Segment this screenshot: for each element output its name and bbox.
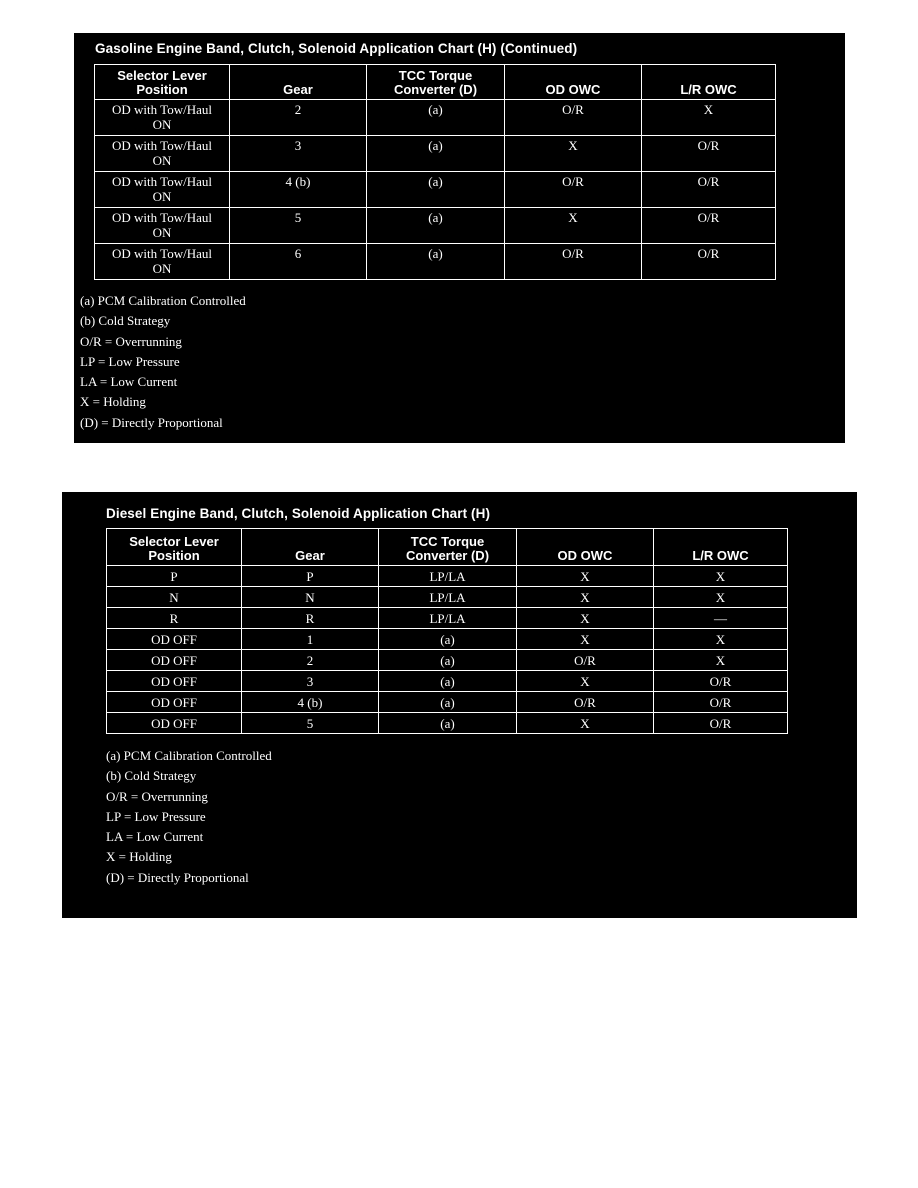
cell-gear: 3 — [230, 136, 367, 172]
table-row — [107, 692, 788, 713]
table-row — [95, 136, 776, 172]
cell-line: ON — [152, 261, 172, 276]
header-selector-lever-position — [95, 65, 230, 100]
cell-gear: 2 — [242, 650, 379, 671]
gasoline-application-table — [94, 64, 776, 280]
header-gear: Gear — [230, 65, 367, 100]
cell-gear: 3 — [242, 671, 379, 692]
cell-line: OD with Tow/Haul — [112, 210, 212, 225]
header-line: Selector Lever — [117, 68, 207, 83]
table-row — [107, 587, 788, 608]
cell-od-owc: X — [517, 713, 654, 734]
cell-tcc: LP/LA — [379, 587, 517, 608]
gasoline-legend-notes — [80, 291, 246, 433]
diesel-chart-title: Diesel Engine Band, Clutch, Solenoid Application Chart (H) — [106, 506, 491, 521]
cell-od-owc: O/R — [505, 172, 642, 208]
cell-od-owc: O/R — [517, 650, 654, 671]
cell-lr-owc: X — [654, 566, 788, 587]
cell-selector: N — [107, 587, 242, 608]
table-header-row — [107, 529, 788, 566]
cell-selector: P — [107, 566, 242, 587]
cell-line: ON — [152, 153, 172, 168]
legend-note: (D) = Directly Proportional — [80, 414, 223, 430]
legend-note: O/R = Overrunning — [80, 333, 182, 349]
cell-gear: R — [242, 608, 379, 629]
diesel-application-table — [106, 528, 788, 734]
legend-note: (a) PCM Calibration Controlled — [80, 293, 246, 308]
cell-lr-owc: O/R — [654, 692, 788, 713]
cell-od-owc: X — [517, 608, 654, 629]
cell-tcc: (a) — [379, 650, 517, 671]
cell-tcc: (a) — [379, 629, 517, 650]
cell-gear: 5 — [242, 713, 379, 734]
gasoline-chart-panel — [74, 33, 845, 443]
cell-od-owc: O/R — [505, 244, 642, 280]
header-line: Selector Lever — [129, 534, 219, 549]
cell-gear: P — [242, 566, 379, 587]
table-row — [107, 671, 788, 692]
cell-lr-owc: O/R — [642, 244, 776, 280]
cell-lr-owc: O/R — [654, 713, 788, 734]
cell-lr-owc: X — [654, 629, 788, 650]
cell-gear: 4 (b) — [242, 692, 379, 713]
cell-lr-owc: O/R — [654, 671, 788, 692]
cell-lr-owc: X — [654, 587, 788, 608]
table-row — [107, 650, 788, 671]
cell-line: ON — [152, 189, 172, 204]
cell-od-owc: X — [517, 587, 654, 608]
cell-selector — [95, 208, 230, 244]
table-row — [95, 100, 776, 136]
diesel-chart-panel — [62, 492, 857, 918]
table-row — [107, 608, 788, 629]
cell-lr-owc: O/R — [642, 208, 776, 244]
cell-selector — [95, 244, 230, 280]
cell-selector: OD OFF — [107, 692, 242, 713]
cell-selector: R — [107, 608, 242, 629]
cell-gear: 1 — [242, 629, 379, 650]
cell-line: ON — [152, 117, 172, 132]
header-lr-owc: L/R OWC — [654, 529, 788, 566]
cell-tcc: (a) — [367, 136, 505, 172]
cell-tcc: (a) — [367, 244, 505, 280]
cell-line: ON — [152, 225, 172, 240]
legend-note: (D) = Directly Proportional — [106, 869, 249, 885]
cell-lr-owc: O/R — [642, 172, 776, 208]
cell-line: OD with Tow/Haul — [112, 102, 212, 117]
cell-gear: 6 — [230, 244, 367, 280]
legend-note: LA = Low Current — [106, 829, 204, 845]
cell-lr-owc: X — [654, 650, 788, 671]
cell-tcc: (a) — [379, 671, 517, 692]
cell-gear: 4 (b) — [230, 172, 367, 208]
table-header-row — [95, 65, 776, 100]
header-line: Position — [136, 82, 188, 97]
header-od-owc: OD OWC — [505, 65, 642, 100]
cell-lr-owc: O/R — [642, 136, 776, 172]
cell-od-owc: X — [517, 566, 654, 587]
cell-line: OD with Tow/Haul — [112, 138, 212, 153]
legend-note: (b) Cold Strategy — [106, 768, 197, 784]
legend-note: X = Holding — [106, 849, 172, 865]
cell-line: OD with Tow/Haul — [112, 174, 212, 189]
cell-od-owc: X — [505, 208, 642, 244]
cell-od-owc: X — [505, 136, 642, 172]
table-row — [107, 566, 788, 587]
header-od-owc: OD OWC — [517, 529, 654, 566]
gasoline-chart-title: Gasoline Engine Band, Clutch, Solenoid Application Chart (H) (Continued) — [95, 41, 578, 56]
cell-lr-owc: X — [642, 100, 776, 136]
cell-tcc: (a) — [379, 713, 517, 734]
legend-note: (a) PCM Calibration Controlled — [106, 748, 272, 763]
legend-note: O/R = Overrunning — [106, 788, 208, 804]
header-tcc-torque-converter — [367, 65, 505, 100]
header-tcc-torque-converter — [379, 529, 517, 566]
cell-tcc: LP/LA — [379, 566, 517, 587]
cell-gear: N — [242, 587, 379, 608]
header-lr-owc: L/R OWC — [642, 65, 776, 100]
cell-od-owc: X — [517, 671, 654, 692]
cell-od-owc: O/R — [505, 100, 642, 136]
cell-tcc: (a) — [367, 172, 505, 208]
header-line: Position — [148, 548, 200, 563]
diesel-legend-notes — [106, 746, 272, 888]
cell-selector: OD OFF — [107, 629, 242, 650]
cell-selector — [95, 172, 230, 208]
cell-gear: 5 — [230, 208, 367, 244]
table-row — [95, 244, 776, 280]
legend-note: (b) Cold Strategy — [80, 313, 171, 329]
legend-note: X = Holding — [80, 394, 146, 410]
table-row — [107, 713, 788, 734]
cell-selector: OD OFF — [107, 713, 242, 734]
cell-lr-owc: — — [654, 608, 788, 629]
cell-gear: 2 — [230, 100, 367, 136]
cell-selector — [95, 100, 230, 136]
header-line: TCC Torque — [398, 68, 473, 83]
table-row — [95, 208, 776, 244]
cell-tcc: (a) — [379, 692, 517, 713]
cell-tcc: (a) — [367, 100, 505, 136]
header-line: Converter (D) — [405, 548, 490, 563]
cell-tcc: LP/LA — [379, 608, 517, 629]
legend-note: LA = Low Current — [80, 374, 178, 390]
table-row — [95, 172, 776, 208]
header-line: Converter (D) — [393, 82, 478, 97]
header-line: TCC Torque — [410, 534, 485, 549]
cell-od-owc: X — [517, 629, 654, 650]
legend-note: LP = Low Pressure — [80, 353, 180, 369]
table-row — [107, 629, 788, 650]
cell-od-owc: O/R — [517, 692, 654, 713]
legend-note: LP = Low Pressure — [106, 808, 206, 824]
header-gear: Gear — [242, 529, 379, 566]
cell-tcc: (a) — [367, 208, 505, 244]
cell-selector — [95, 136, 230, 172]
cell-line: OD with Tow/Haul — [112, 246, 212, 261]
cell-selector: OD OFF — [107, 671, 242, 692]
header-selector-lever-position — [107, 529, 242, 566]
cell-selector: OD OFF — [107, 650, 242, 671]
